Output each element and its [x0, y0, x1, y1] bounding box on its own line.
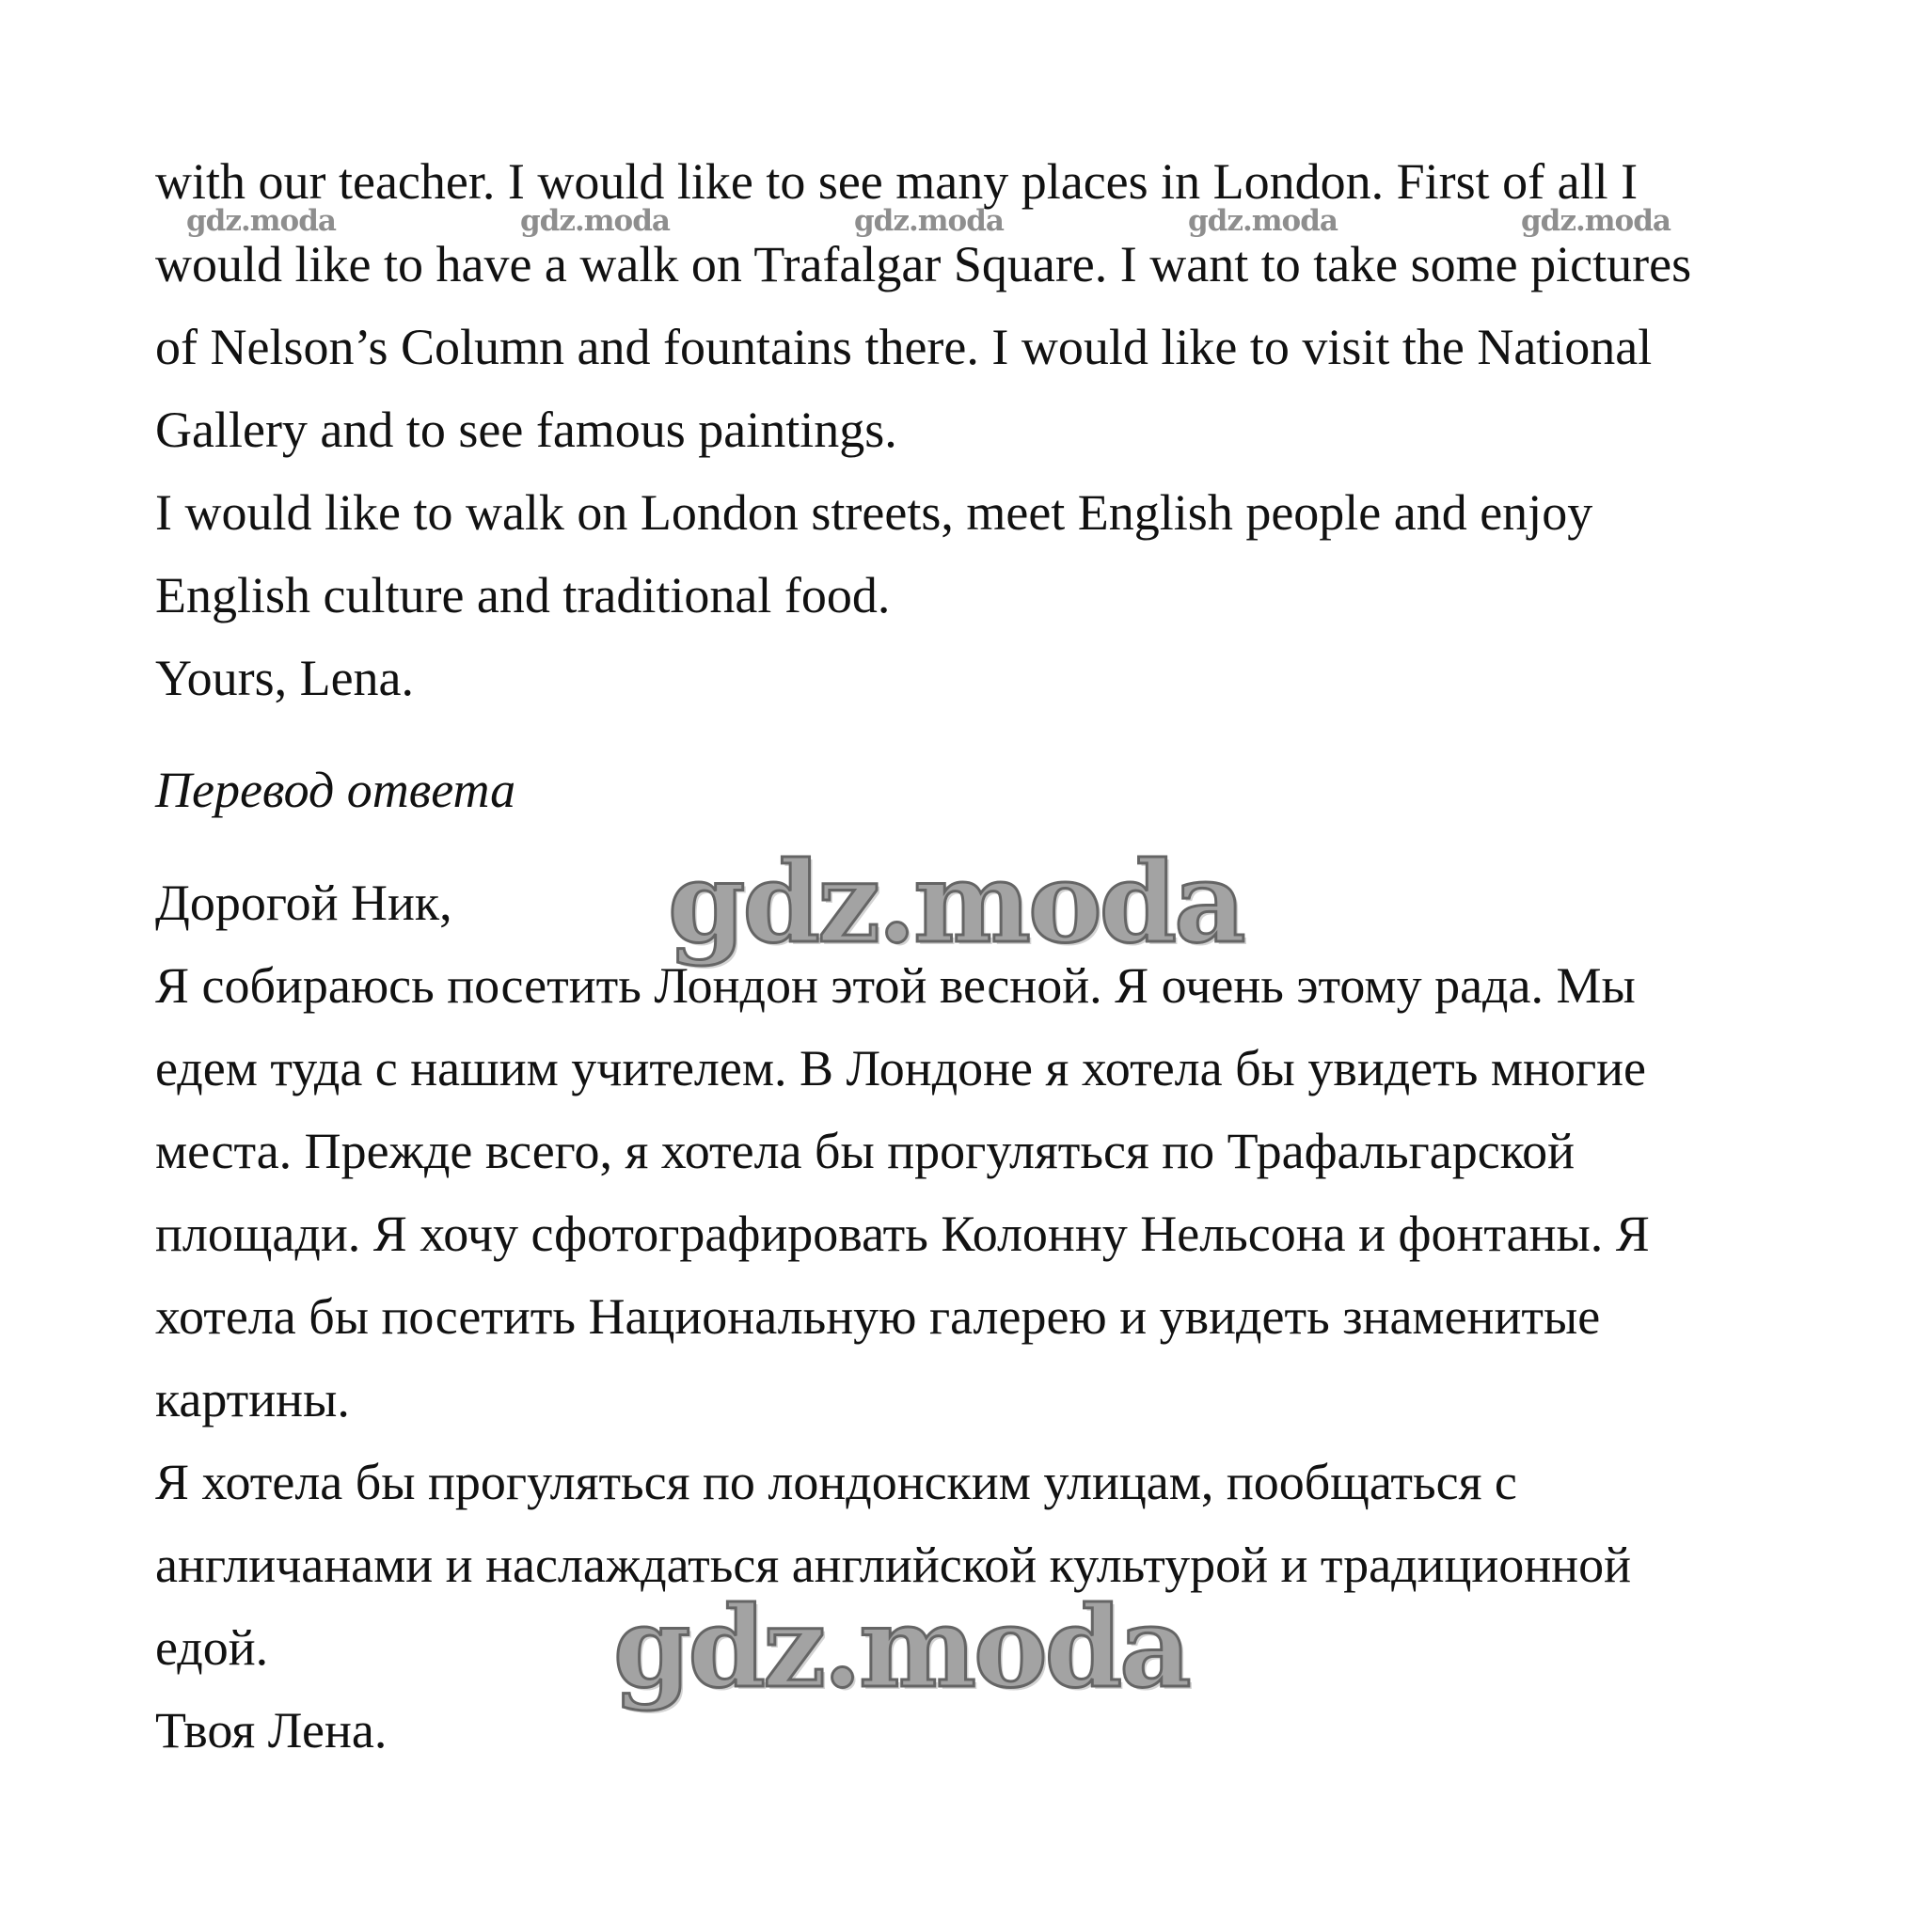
english-line: Gallery and to see famous paintings. [155, 402, 897, 458]
watermark-big: gdz.moda [668, 837, 1243, 968]
russian-line: едем туда с нашим учителем. В Лондоне я хотела бы увидеть многие [155, 1040, 1646, 1096]
russian-line: площади. Я хочу сфотографировать Колонну Нельсона и фонтаны. Я [155, 1206, 1650, 1262]
russian-line: Я хотела бы прогуляться по лондонским улицам, пообщаться с [155, 1454, 1517, 1510]
russian-signature: Твоя Лена. [155, 1702, 388, 1758]
english-line: would like to have a walk on Trafalgar Square. I want to take some pictures [155, 236, 1692, 292]
russian-line: хотела бы посетить Национальную галерею и увидеть знаменитые [155, 1288, 1601, 1345]
russian-line: Я собираюсь посетить Лондон этой весной. Я очень этому рада. Мы [155, 957, 1636, 1014]
translation-heading: Перевод ответа [155, 762, 516, 818]
watermark-small: gdz.moda [854, 204, 1004, 238]
russian-line: едой. [155, 1619, 269, 1676]
russian-greeting: Дорогой Ник, [155, 875, 452, 931]
russian-line: картины. [155, 1371, 350, 1427]
watermark-small: gdz.moda [1521, 204, 1671, 238]
watermark-small: gdz.moda [520, 204, 670, 238]
watermark-small: gdz.moda [1188, 204, 1338, 238]
russian-line: места. Прежде всего, я хотела бы прогуляться по Трафальгарской [155, 1123, 1576, 1179]
watermark-big: gdz.moda [613, 1582, 1189, 1712]
watermark-small: gdz.moda [186, 204, 336, 238]
english-line: with our teacher. I would like to see many places in London. First of all I [155, 153, 1639, 210]
english-line: of Nelson’s Column and fountains there. I would like to visit the National [155, 319, 1653, 375]
english-line: English culture and traditional food. [155, 567, 891, 623]
english-line: I would like to walk on London streets, meet English people and enjoy [155, 484, 1593, 541]
russian-line: англичанами и наслаждаться английской культурой и традиционной [155, 1537, 1631, 1593]
english-signature: Yours, Lena. [155, 650, 415, 706]
